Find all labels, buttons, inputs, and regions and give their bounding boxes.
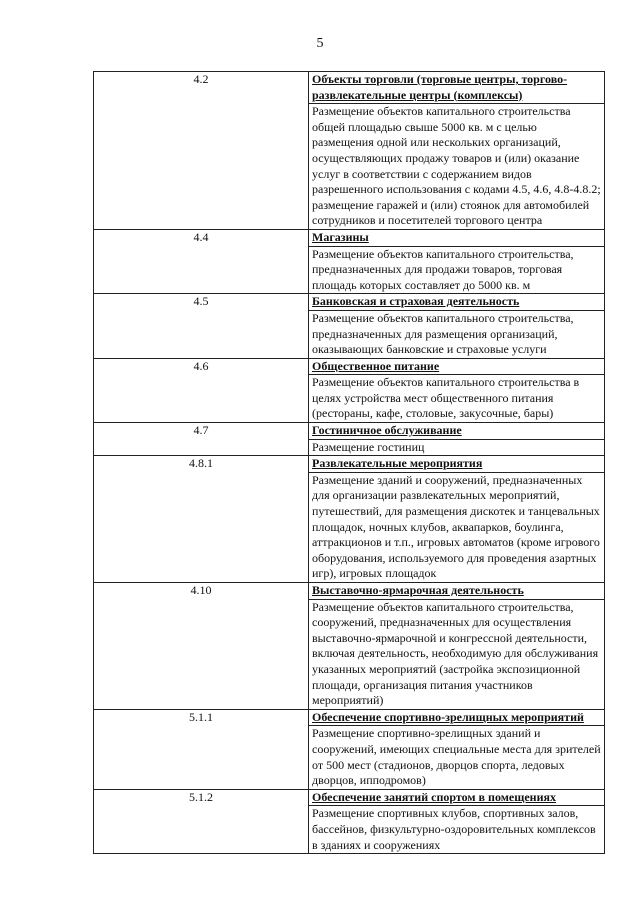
code-cell: 4.10 bbox=[94, 583, 309, 710]
table-body bbox=[94, 72, 605, 854]
description-cell: Размещение зданий и сооружений, предназначенных для организации развлекательных мероприятий, путешествий, для размещения дискотек и танцевальных площадок, ночных клубов, аквапарков, боулинга, аттракционов и т.п., игровых автоматов (кроме игрового оборудования, используемого для проведения азартных игр), игровых площадок bbox=[309, 472, 605, 582]
table-row-title bbox=[94, 358, 605, 375]
description-cell: Размещение объектов капитального строительства, предназначенных для размещения организаций, оказывающих банковские и страховые услуги bbox=[309, 310, 605, 358]
table-row-title bbox=[94, 72, 605, 104]
description-cell: Размещение спортивно-зрелищных зданий и сооружений, имеющих специальные места для зрителей от 500 мест (стадионов, дворцов спорта, ледовых дворцов, ипподромов) bbox=[309, 726, 605, 789]
title-cell: Выставочно-ярмарочная деятельность bbox=[309, 583, 605, 600]
code-cell: 4.8.1 bbox=[94, 456, 309, 583]
table-row-title bbox=[94, 229, 605, 246]
title-cell: Общественное питание bbox=[309, 358, 605, 375]
table-row-title bbox=[94, 456, 605, 473]
code-cell: 4.7 bbox=[94, 423, 309, 456]
code-cell: 5.1.1 bbox=[94, 709, 309, 789]
code-cell: 4.2 bbox=[94, 72, 309, 230]
description-cell: Размещение объектов капитального строительства, предназначенных для продажи товаров, торговая площадь которых составляет до 5000 кв. м bbox=[309, 246, 605, 294]
table-row-title bbox=[94, 423, 605, 440]
title-cell: Обеспечение занятий спортом в помещениях bbox=[309, 789, 605, 806]
title-cell: Гостиничное обслуживание bbox=[309, 423, 605, 440]
title-cell: Обеспечение спортивно-зрелищных мероприятий bbox=[309, 709, 605, 726]
description-cell: Размещение спортивных клубов, спортивных залов, бассейнов, физкультурно-оздоровительных комплексов в зданиях и сооружениях bbox=[309, 806, 605, 854]
table-row-title bbox=[94, 583, 605, 600]
title-cell: Развлекательные мероприятия bbox=[309, 456, 605, 473]
page-number: 5 bbox=[316, 36, 324, 51]
title-cell: Магазины bbox=[309, 229, 605, 246]
description-cell: Размещение объектов капитального строительства общей площадью свыше 5000 кв. м с целью размещения одной или нескольких организаций, осуществляющих продажу товаров и (или) оказание услуг в соответствии с содержанием видов разрешенного использования с кодами 4.5, 4.6, 4.8-4.8.2; размещение гаражей и (или) стоянок для автомобилей сотрудников и посетителей торгового центра bbox=[309, 104, 605, 230]
table-row-title bbox=[94, 789, 605, 806]
code-cell: 4.4 bbox=[94, 229, 309, 293]
description-cell: Размещение гостиниц bbox=[309, 439, 605, 456]
title-cell: Объекты торговли (торговые центры, торгово-развлекательные центры (комплексы) bbox=[309, 72, 605, 104]
table-row-title bbox=[94, 294, 605, 311]
title-cell: Банковская и страховая деятельность bbox=[309, 294, 605, 311]
code-cell: 4.6 bbox=[94, 358, 309, 422]
description-cell: Размещение объектов капитального строительства, сооружений, предназначенных для осуществления выставочно-ярмарочной и конгрессной деятельности, включая деятельность, необходимую для обслуживания указанных мероприятий (застройка экспозиционной площади, организация питания участников мероприятий) bbox=[309, 599, 605, 709]
land-use-codes-table bbox=[93, 71, 605, 854]
table-row-title bbox=[94, 709, 605, 726]
description-cell: Размещение объектов капитального строительства в целях устройства мест общественного питания (рестораны, кафе, столовые, закусочные, бары) bbox=[309, 375, 605, 423]
code-cell: 4.5 bbox=[94, 294, 309, 358]
code-cell: 5.1.2 bbox=[94, 789, 309, 853]
